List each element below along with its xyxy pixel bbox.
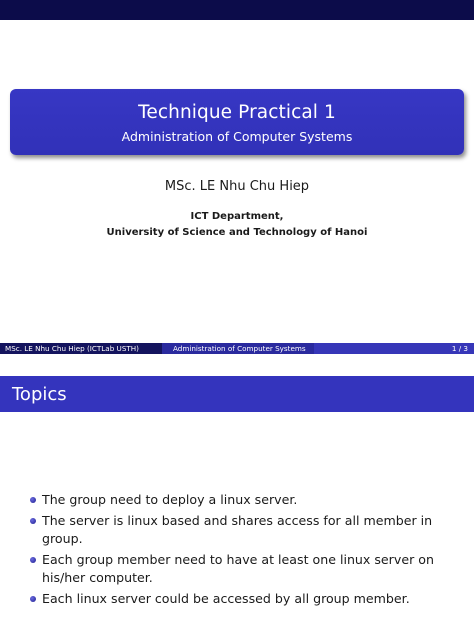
title-block [10,89,464,155]
footer-author: MSc. LE Nhu Chu Hiep (ICTLab USTH) [0,343,162,354]
topics-slide [0,356,474,632]
slide-footer [0,343,474,354]
frame-title-bar [0,376,474,412]
author-name: MSc. LE Nhu Chu Hiep [164,179,310,194]
institute-university: University of Science and Technology of Hanoi [106,227,368,238]
footer-title: Administration of Computer Systems [162,343,314,354]
list-item-text: The server is linux based and shares access for all member in group. [42,513,433,546]
list-item [30,590,470,608]
presentation-title: Technique Practical 1 [138,102,336,123]
institute-department: ICT Department, [190,211,284,222]
bullet-icon [30,596,36,602]
topics-list [30,491,470,611]
list-item [30,491,470,509]
list-item [30,551,470,587]
list-item-text: Each linux server could be accessed by all group member. [42,591,410,606]
frame-title: Topics [12,384,67,405]
list-item-text: Each group member need to have at least one linux server on his/her computer. [42,552,434,585]
bullet-icon [30,518,36,524]
footer-page-number: 1 / 3 [314,343,474,354]
slide-header-bar [0,0,474,20]
list-item-text: The group need to deploy a linux server. [42,492,298,507]
presentation-subtitle: Administration of Computer Systems [121,129,353,144]
list-item [30,512,470,548]
bullet-icon [30,497,36,503]
bullet-icon [30,557,36,563]
